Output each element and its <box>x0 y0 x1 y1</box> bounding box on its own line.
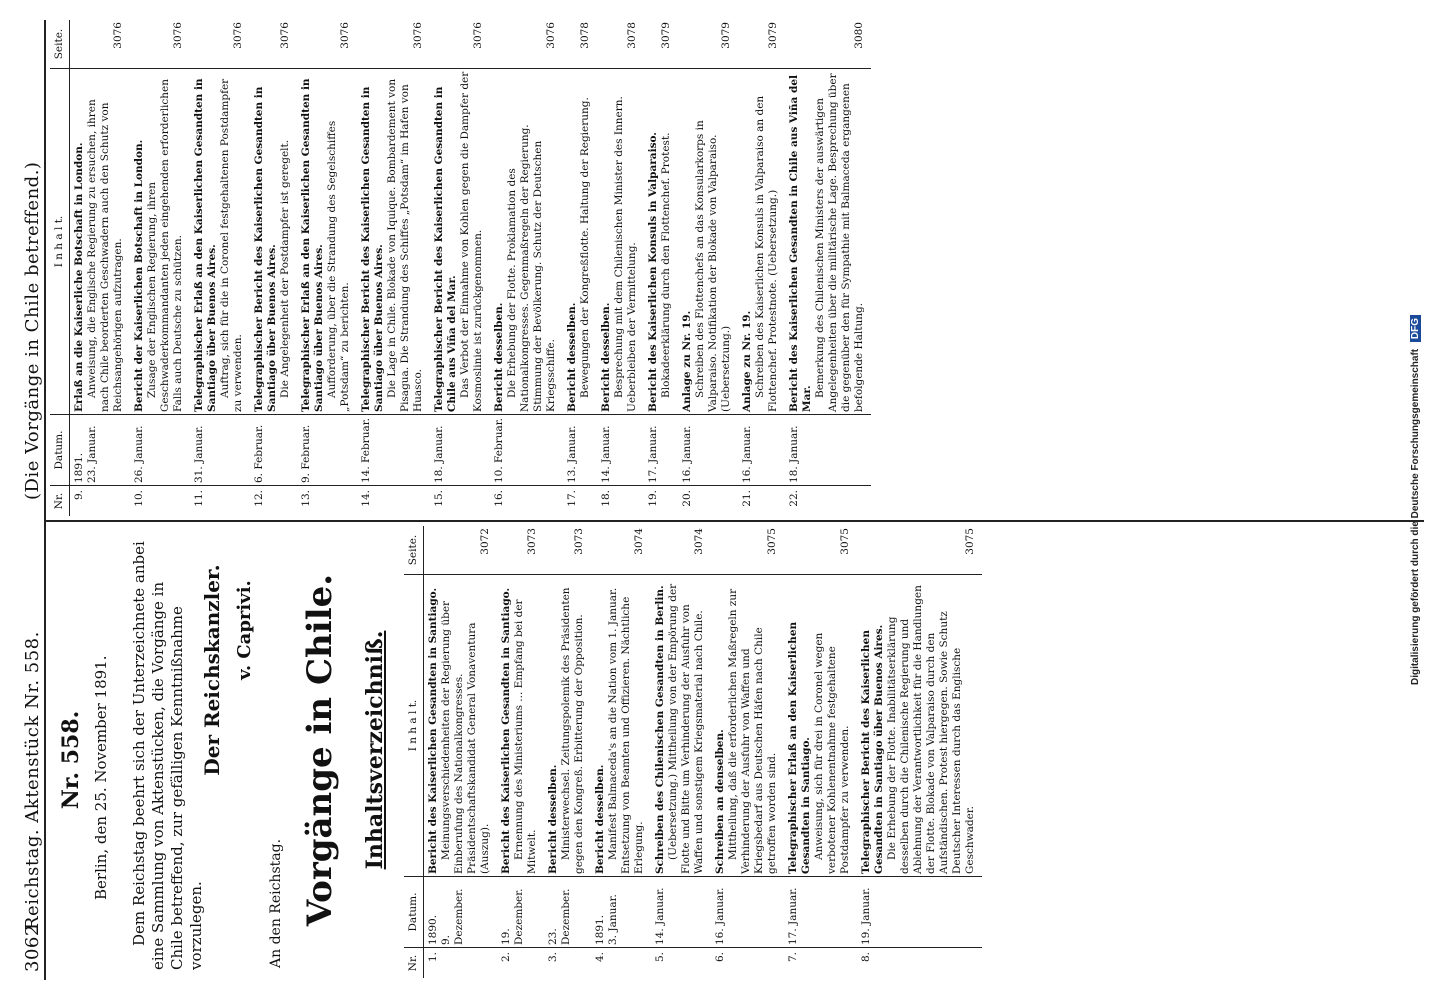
signer-name: v. Caprivi. <box>234 580 255 680</box>
toc-entry-title: Bericht desselben. <box>600 302 612 412</box>
toc-entry-title: Telegraphischer Bericht des Kaiserlichen Gesandten in Chile aus Viña del Mar. <box>433 86 458 412</box>
toc-entry-content <box>70 69 131 415</box>
toc-entry-date-cell <box>711 877 784 948</box>
toc-entry <box>490 20 563 516</box>
toc-entry-title: Bericht desselben. <box>594 764 606 874</box>
toc-entry-description: Schreiben des Flottenchefs an das Konsularkorps in Valparaiso. Notifikation der Blokade von Valparaiso. (Uebersetzung.) <box>694 120 732 412</box>
toc-entry-number: 7. <box>787 952 799 963</box>
toc-col-content: I n h a l t. <box>50 69 70 415</box>
toc-entry-date: 9. Dezember. <box>440 888 465 945</box>
toc-entry-date: 14. Februar. <box>360 418 372 483</box>
toc-entry-title: Telegraphischer Erlaß an den Kaiserlichen Gesandten in Santiago über Buenos Aires. <box>193 78 218 412</box>
toc-entry <box>597 20 644 516</box>
toc-entry-description: Schreiben des Kaiserlichen Konsuls in Valparaiso an den Flottenchef. Protestnote. (Uebersetzung.) <box>754 95 779 412</box>
toc-entry-year: 1890. <box>427 914 439 945</box>
toc-entry-title: Bericht der Kaiserlichen Botschaft in London. <box>133 139 145 412</box>
dfg-watermark-text: Digitalisierung gefördert durch die Deutsche Forschungsgemeinschaft <box>1410 348 1421 686</box>
toc-entry-number: 19. <box>647 490 659 507</box>
toc-entry-date: 16. Januar. <box>714 887 726 945</box>
toc-entry-number: 12. <box>253 490 265 507</box>
toc-entry-content <box>490 69 563 415</box>
toc-entry-page: 3079 <box>738 20 785 69</box>
toc-entry <box>430 20 490 516</box>
toc-entry-date-cell <box>738 415 785 486</box>
toc-entry-page: 3074 <box>591 526 651 575</box>
toc-entry <box>651 526 711 978</box>
toc-entry-date-cell <box>784 877 857 948</box>
toc-entry-title: Telegraphischer Erlaß an den Kaiserlichen Gesandten in Santiago über Buenos Aires. <box>300 78 325 412</box>
toc-left <box>404 526 982 978</box>
toc-entry <box>644 20 678 516</box>
toc-entry-number: 9. <box>73 490 85 501</box>
toc-entry-content <box>784 575 857 877</box>
toc-entry-year: 1891. <box>73 452 85 483</box>
toc-entry-number: 5. <box>654 952 666 963</box>
toc-entry-date-cell <box>130 415 190 486</box>
toc-entry-title: Erlaß an die Kaiserliche Botschaft in London. <box>73 142 85 412</box>
toc-entry-title: Bericht des Kaiserlichen Konsuls in Valparaiso. <box>647 132 659 412</box>
toc-entry-number: 11. <box>193 490 205 507</box>
main-title: Vorgänge in Chile. <box>300 573 340 927</box>
toc-entry-date: 26. Januar. <box>133 425 145 483</box>
toc-entry <box>130 20 190 516</box>
toc-entry <box>678 20 738 516</box>
toc-col-nr: Nr. <box>404 948 424 979</box>
toc-entry <box>297 20 357 516</box>
toc-entry-page: 3076 <box>70 20 131 69</box>
toc-entry-number: 21. <box>741 490 753 507</box>
toc-entry-content <box>738 69 785 415</box>
toc-entry-content <box>785 69 871 415</box>
toc-entry-date-cell <box>70 415 131 486</box>
toc-entry-title: Bericht des Kaiserlichen Gesandten in Santiago. <box>427 587 439 874</box>
toc-entry <box>591 526 651 978</box>
signer-title: Der Reichskanzler. <box>200 564 224 776</box>
toc-entry-title: Telegraphischer Bericht des Kaiserlichen Gesandten in Santiago über Buenos Aires. <box>860 624 885 874</box>
toc-entry-date-cell <box>591 877 651 948</box>
toc-entry-description: Zusage der Englischen Regierung, ihren Geschwaderkommandanten jeden eingehenden erforderlichen Falls auch Deutsche zu schützen. <box>146 78 184 412</box>
toc-entry-content <box>857 575 982 877</box>
toc-entry <box>738 20 785 516</box>
toc-entry <box>190 20 250 516</box>
toc-entry-date: 23. Januar. <box>86 425 98 483</box>
toc-entry-page: 3072 <box>424 526 498 575</box>
toc-entry-description: Die Erhebung der Flotte. Proklamation des Nationalkongresses. Gegenmaßregeln der Regierung. Stimmung der Bevölkerung. Schutz der Deutschen Kriegsschiffe. <box>506 124 557 412</box>
toc-entry-number: 8. <box>860 952 872 963</box>
toc-entry-number: 3. <box>547 952 559 963</box>
toc-entry-title: Schreiben an denselben. <box>714 729 726 874</box>
dfg-logo: DFG <box>1410 315 1421 342</box>
toc-entry-number: 17. <box>566 490 578 507</box>
toc-entry-description: Meinungsverschiedenheiten der Regierung über Einberufung des Nationalkongresses. Präsidentschaftskandidat General Vonaventura (Auszug). <box>440 600 491 874</box>
toc-entry-page: 3080 <box>785 20 871 69</box>
toc-entry-year: 1891. <box>594 914 606 945</box>
toc-entry-date-cell <box>651 877 711 948</box>
toc-entry-page: 3079 <box>678 20 738 69</box>
toc-entry-title: Telegraphischer Erlaß an den Kaiserlichen Gesandten in Santiago. <box>787 621 812 874</box>
toc-entry <box>544 526 591 978</box>
toc-entry <box>857 526 982 978</box>
toc-entry-title: Bericht desselben. <box>547 764 559 874</box>
toc-entry-description: Das Verbot der Einnahme von Kohlen gegen die Dampfer der Kosmoslinie ist zurückgenommen. <box>459 71 484 412</box>
toc-entry-description: Anweisung, sich für drei in Coronel wegen verbotener Kohlenentnahme festgehaltene Postdampfer zu verwenden. <box>813 632 851 874</box>
toc-entry-number: 2. <box>500 952 512 963</box>
dfg-watermark <box>1410 20 1424 980</box>
toc-entry-page: 3073 <box>544 526 591 575</box>
toc-entry-page: 3076 <box>297 20 357 69</box>
toc-entry-number: 18. <box>600 490 612 507</box>
toc-entry-date: 19. Januar. <box>860 887 872 945</box>
toc-entry-page: 3078 <box>563 20 597 69</box>
toc-col-content: I n h a l t. <box>404 575 424 877</box>
toc-entry-description: Bemerkung des Chilenischen Ministers der auswärtigen Angelegenheiten über die militärische Lage. Besprechung über die gegenüber den für Sympathie mit Balmaceda ergangenen befolgende Haltung. <box>814 73 865 412</box>
toc-entry-description: Blokadeerklärung durch den Flottenchef. Protest. <box>660 132 672 398</box>
toc-entry-content <box>497 575 544 877</box>
toc-entry-content <box>430 69 490 415</box>
toc-entry-date: 18. Januar. <box>433 425 445 483</box>
toc-entry <box>563 20 597 516</box>
toc-entry-page: 3078 <box>597 20 644 69</box>
cover-letter-body: Dem Reichstag beehrt sich der Unterzeichnete anbei eine Sammlung von Aktenstücken, die Vorgänge in Chile betreffend, zur gefälligen Kenntnißnahme vorzulegen. <box>130 541 205 970</box>
toc-entry-page: 3079 <box>644 20 678 69</box>
toc-entry-number: 16. <box>493 490 505 507</box>
toc-entry-number: 13. <box>300 490 312 507</box>
toc-col-date: Datum. <box>50 415 70 486</box>
toc-entry-date-cell <box>430 415 490 486</box>
toc-entry-description: Manifest Balmaceda's an die Nation vom 1. Januar. Entsetzung von Beamten und Offizieren. Nächtliche Erlegung. <box>607 587 645 874</box>
toc-entry-content <box>591 575 651 877</box>
addressee: An den Reichstag. <box>268 838 284 968</box>
toc-entry-number: 10. <box>133 490 145 507</box>
toc-entry-date: 13. Januar. <box>566 425 578 483</box>
toc-entry-content <box>130 69 190 415</box>
toc-entry-content <box>644 69 678 415</box>
toc-entry <box>711 526 784 978</box>
toc-entry-page: 3075 <box>784 526 857 575</box>
toc-entry-content <box>544 575 591 877</box>
toc-entry <box>70 20 131 516</box>
toc-col-page: Seite. <box>404 526 424 575</box>
toc-entry-date-cell <box>490 415 563 486</box>
toc-entry-content <box>563 69 597 415</box>
toc-entry-content <box>357 69 430 415</box>
toc-entry <box>784 526 857 978</box>
toc-entry-number: 20. <box>681 490 693 507</box>
toc-col-date: Datum. <box>404 877 424 948</box>
toc-entry-date: 31. Januar. <box>193 425 205 483</box>
header-rule <box>44 20 46 980</box>
toc-entry-date-cell <box>785 415 871 486</box>
toc-entry-content <box>597 69 644 415</box>
toc-entry-date-cell <box>857 877 982 948</box>
toc-entry-page: 3073 <box>497 526 544 575</box>
toc-entry-date: 14. Januar. <box>654 887 666 945</box>
toc-entry-page: 3076 <box>250 20 297 69</box>
toc-entry-description: Besprechung mit dem Chilenischen Minister des Innern. Ueberbleiben der Vermittelung. <box>613 96 638 412</box>
toc-entry-content <box>711 575 784 877</box>
toc-entry-date-cell <box>563 415 597 486</box>
toc-entry-date-cell <box>357 415 430 486</box>
toc-entry-date: 17. Januar. <box>787 887 799 945</box>
toc-entry <box>785 20 871 516</box>
toc-entry-title: Schreiben des Chilenischen Gesandten in Berlin. <box>654 585 666 874</box>
toc-entry-date: 9. Februar. <box>300 424 312 483</box>
toc-entry-description: Aufforderung, über die Strandung des Segelschiffes „Potsdam“ zu berichten. <box>326 120 351 412</box>
toc-entry-page: 3076 <box>490 20 563 69</box>
toc-entry-content <box>297 69 357 415</box>
toc-entry-date-cell <box>644 415 678 486</box>
toc-entry-description: Die Lage in Chile. Blokade von Iquique. Bombardement von Pisagua. Die Strandung des Schiffes „Potsdam“ im Hafen von Huasco. <box>386 78 424 412</box>
toc-entry-title: Telegraphischer Bericht des Kaiserlichen Gesandten in Santiago über Buenos Aires. <box>360 86 385 412</box>
toc-entry-title: Bericht desselben. <box>566 302 578 412</box>
toc-entry-date-cell <box>678 415 738 486</box>
toc-entry-date: 14. Januar. <box>600 425 612 483</box>
toc-col-nr: Nr. <box>50 486 70 517</box>
toc-entry-number: 6. <box>714 952 726 963</box>
toc-entry-description: Bewegungen der Kongreßflotte. Haltung der Regierung. <box>579 97 591 398</box>
toc-entry <box>424 526 498 978</box>
toc-entry <box>357 20 430 516</box>
running-title-right: (Die Vorgänge in Chile betreffend.) <box>22 161 43 500</box>
toc-entry-date: 19. Dezember. <box>500 888 525 945</box>
toc-entry-description: Mittheilung, daß die erforderlichen Maßregeln zur Verhinderung der Ausfuhr von Waffen und Kriegsbedarf aus Deutschen Häfen nach Chile getroffen worden sind. <box>727 588 778 874</box>
toc-entry-title: Bericht des Kaiserlichen Gesandten in Santiago. <box>500 587 512 874</box>
toc-entry-title: Bericht desselben. <box>493 302 505 412</box>
running-title: Reichstag. Aktenstück Nr. 558. <box>22 631 43 930</box>
toc-entry-content <box>424 575 498 877</box>
toc-entry-description: Die Erhebung der Flotte. Inabilitätserklärung desselben durch die Chilenische Regierung und Ablehnung der Verantwortlichkeit für die Handlungen der Flotte. Blokade von Valparaiso durch den Aufständischen. Protest hiergegen. Sowie Schutz Deutscher Interessen durch das Englische Geschwader. <box>886 585 976 874</box>
toc-entry-date-cell <box>497 877 544 948</box>
toc-entry-number: 22. <box>788 490 800 507</box>
toc-entry-date-cell <box>190 415 250 486</box>
toc-entry-number: 14. <box>360 490 372 507</box>
toc-entry-description: (Uebersetzung.) Mittheilung von der Empörung der Flotte und Bitte um Verhinderung der Ausfuhr von Waffen und sonstigem Kriegsmaterial nach Chile. <box>667 583 705 874</box>
toc-entry-title: Bericht des Kaiserlichen Gesandten in Chile aus Viña del Mar. <box>788 74 813 412</box>
toc-entry-content <box>678 69 738 415</box>
toc-entry-date: 23. Dezember. <box>547 888 572 945</box>
toc-entry-description: Ministerwechsel. Zeitungspolemik des Präsidenten gegen den Kongreß. Erbitterung der Opposition. <box>560 587 585 874</box>
toc-entry-date: 10. Februar. <box>493 418 505 483</box>
toc-entry-date-cell <box>250 415 297 486</box>
toc-entry <box>497 526 544 978</box>
toc-entry <box>250 20 297 516</box>
toc-entry-date: 16. Januar. <box>741 425 753 483</box>
toc-entry-description: Anweisung, die Englische Regierung zu ersuchen, ihren nach Chile beorderten Geschwadern auch den Schutz von Reichsangehörigen aufzutragen. <box>86 99 124 412</box>
toc-entry-number: 1. <box>427 952 439 963</box>
dateline: Berlin, den 25. November 1891. <box>92 655 110 900</box>
toc-entry-description: Auftrag, sich für die in Coronel festgehaltenen Postdampfer zu verwenden. <box>219 78 244 412</box>
toc-entry-title: Telegraphischer Bericht des Kaiserlichen Gesandten in Santiago über Buenos Aires. <box>253 86 278 412</box>
toc-col-page: Seite. <box>50 20 70 69</box>
toc-entry-title: Anlage zu Nr. 19. <box>681 310 693 412</box>
toc-entry-description: Die Angelegenheit der Postdampfer ist geregelt. <box>279 139 291 398</box>
toc-entry-page: 3074 <box>651 526 711 575</box>
toc-entry-date: 6. Februar. <box>253 424 265 483</box>
toc-entry-title: Anlage zu Nr. 19. <box>741 310 753 412</box>
toc-entry-date-cell <box>597 415 644 486</box>
toc-entry-page: 3076 <box>130 20 190 69</box>
toc-entry-date-cell <box>424 877 498 948</box>
toc-entry-page: 3076 <box>190 20 250 69</box>
toc-entry-number: 4. <box>594 952 606 963</box>
toc-entry-date: 16. Januar. <box>681 425 693 483</box>
toc-entry-page: 3075 <box>857 526 982 575</box>
toc-entry-date-cell <box>297 415 357 486</box>
toc-entry-content <box>651 575 711 877</box>
toc-entry-date-cell <box>544 877 591 948</box>
toc-entry-content <box>190 69 250 415</box>
toc-entry-page: 3076 <box>357 20 430 69</box>
toc-title: Inhaltsverzeichniß. <box>362 630 388 870</box>
page-number: 3062 <box>22 924 43 972</box>
toc-entry-number: 15. <box>433 490 445 507</box>
document-number: Nr. 558. <box>58 710 84 810</box>
toc-entry-date: 3. Januar. <box>607 894 619 945</box>
toc-entry-page: 3075 <box>711 526 784 575</box>
toc-entry-date: 17. Januar. <box>647 425 659 483</box>
toc-entry-date: 18. Januar. <box>788 425 800 483</box>
toc-entry-description: Ernennung des Ministeriums ... Empfang bei der Mitwelt. <box>513 599 538 874</box>
toc-entry-page: 3076 <box>430 20 490 69</box>
toc-entry-content <box>250 69 297 415</box>
toc-right <box>50 20 871 516</box>
